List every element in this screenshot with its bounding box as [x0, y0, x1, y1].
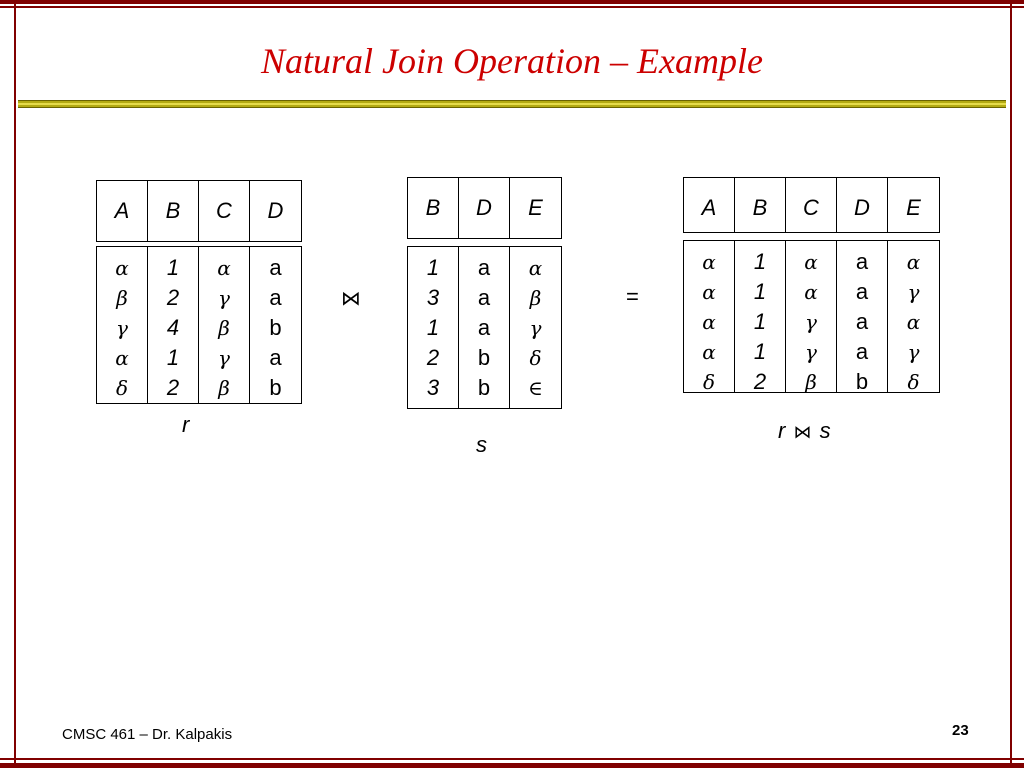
res-cell: α — [702, 310, 716, 334]
relation-r-body — [96, 246, 302, 404]
s-cell: a — [477, 285, 491, 310]
res-cell: 2 — [753, 369, 767, 394]
relation-r-header — [96, 180, 302, 242]
s-column — [459, 247, 510, 408]
s-cell: 3 — [426, 375, 440, 400]
frame-left-border — [14, 0, 16, 768]
equals-sign: = — [626, 284, 639, 309]
footer-page-number: 23 — [952, 722, 969, 739]
r-cell: 1 — [166, 255, 180, 280]
res-column-header: E — [906, 195, 921, 220]
r-cell: β — [116, 286, 128, 310]
res-cell: 1 — [753, 279, 767, 304]
r-column-header: D — [267, 198, 284, 223]
res-cell: δ — [702, 370, 716, 394]
r-cell: 4 — [166, 315, 180, 340]
r-column — [97, 247, 148, 403]
s-cell: b — [477, 345, 491, 370]
result-label-left: r — [778, 418, 786, 443]
s-cell: 2 — [426, 345, 440, 370]
r-cell: a — [269, 255, 282, 280]
res-cell: β — [805, 370, 817, 394]
r-cell: 2 — [166, 375, 180, 400]
s-cell: a — [477, 315, 491, 340]
r-cell: b — [269, 375, 282, 400]
res-cell: α — [906, 250, 921, 274]
result-label — [778, 418, 831, 444]
frame-top-border-inner — [0, 6, 1024, 8]
r-cell: δ — [115, 376, 129, 400]
res-column — [888, 241, 939, 392]
relation-r-label: r — [182, 412, 190, 437]
r-cell: a — [269, 285, 282, 310]
res-cell: a — [855, 309, 869, 334]
r-cell: α — [217, 256, 231, 280]
res-cell: a — [855, 279, 869, 304]
r-cell: γ — [116, 316, 128, 340]
res-cell: a — [855, 249, 869, 274]
res-cell: α — [702, 250, 716, 274]
r-cell: γ — [218, 286, 230, 310]
relation-s-label: s — [476, 432, 487, 457]
s-column-header: B — [408, 178, 459, 238]
r-column-header: C — [199, 181, 250, 241]
res-cell: 1 — [753, 249, 767, 274]
s-cell: β — [529, 286, 542, 310]
res-cell: α — [906, 310, 921, 334]
res-cell: α — [702, 280, 716, 304]
slide-title: Natural Join Operation – Example — [261, 41, 763, 81]
res-column-header: A — [684, 178, 735, 232]
r-column-header: A — [97, 181, 148, 241]
result-body — [683, 240, 940, 393]
res-cell: b — [855, 369, 869, 394]
frame-top-border — [0, 0, 1024, 4]
res-column — [837, 241, 888, 392]
res-cell: α — [804, 250, 818, 274]
relation-s-header — [407, 177, 562, 239]
res-column-header: B — [735, 178, 786, 232]
frame-right-border — [1010, 0, 1012, 768]
res-cell: γ — [805, 310, 817, 334]
relation-s-body — [407, 246, 562, 409]
r-column — [199, 247, 250, 403]
s-column-header: D — [459, 178, 510, 238]
s-column — [510, 247, 561, 408]
result-join-icon: ⋈ — [793, 422, 812, 443]
res-cell: γ — [805, 340, 817, 364]
res-cell: γ — [907, 340, 920, 364]
s-cell: δ — [529, 346, 542, 370]
res-cell: 1 — [753, 339, 767, 364]
s-cell: b — [477, 375, 491, 400]
r-cell: 2 — [166, 285, 180, 310]
r-cell: β — [218, 376, 230, 400]
r-cell: β — [218, 316, 230, 340]
result-header — [683, 177, 940, 233]
s-cell: γ — [529, 316, 542, 340]
res-column — [786, 241, 837, 392]
footer-course: CMSC 461 – Dr. Kalpakis — [62, 726, 233, 743]
r-cell: 1 — [166, 345, 180, 370]
res-cell: α — [804, 280, 818, 304]
r-column — [250, 247, 301, 403]
s-cell: 1 — [426, 315, 440, 340]
r-column-header: B — [148, 181, 199, 241]
r-cell: γ — [218, 346, 230, 370]
s-cell: 1 — [426, 255, 440, 280]
s-cell: α — [528, 256, 543, 280]
s-column-header: E — [528, 195, 543, 220]
res-column — [735, 241, 786, 392]
result-label-right: s — [819, 418, 831, 443]
frame-bottom-border — [0, 763, 1024, 768]
res-column-header: D — [837, 178, 888, 232]
res-cell: α — [702, 340, 716, 364]
r-cell: α — [115, 346, 129, 370]
res-cell: 1 — [753, 309, 767, 334]
frame-bottom-border-inner — [0, 758, 1024, 760]
r-cell: a — [269, 345, 282, 370]
s-cell: ∈ — [528, 376, 543, 400]
res-column — [684, 241, 735, 392]
s-column — [408, 247, 459, 408]
s-cell: 3 — [426, 285, 440, 310]
title-divider-highlight — [18, 103, 1006, 105]
res-cell: a — [855, 339, 869, 364]
r-column — [148, 247, 199, 403]
s-cell: a — [477, 255, 491, 280]
res-cell: δ — [907, 370, 920, 394]
r-cell: b — [269, 315, 282, 340]
res-column-header: C — [786, 178, 837, 232]
res-cell: γ — [907, 280, 920, 304]
r-cell: α — [115, 256, 129, 280]
join-operator-icon: ⋈ — [341, 286, 361, 310]
